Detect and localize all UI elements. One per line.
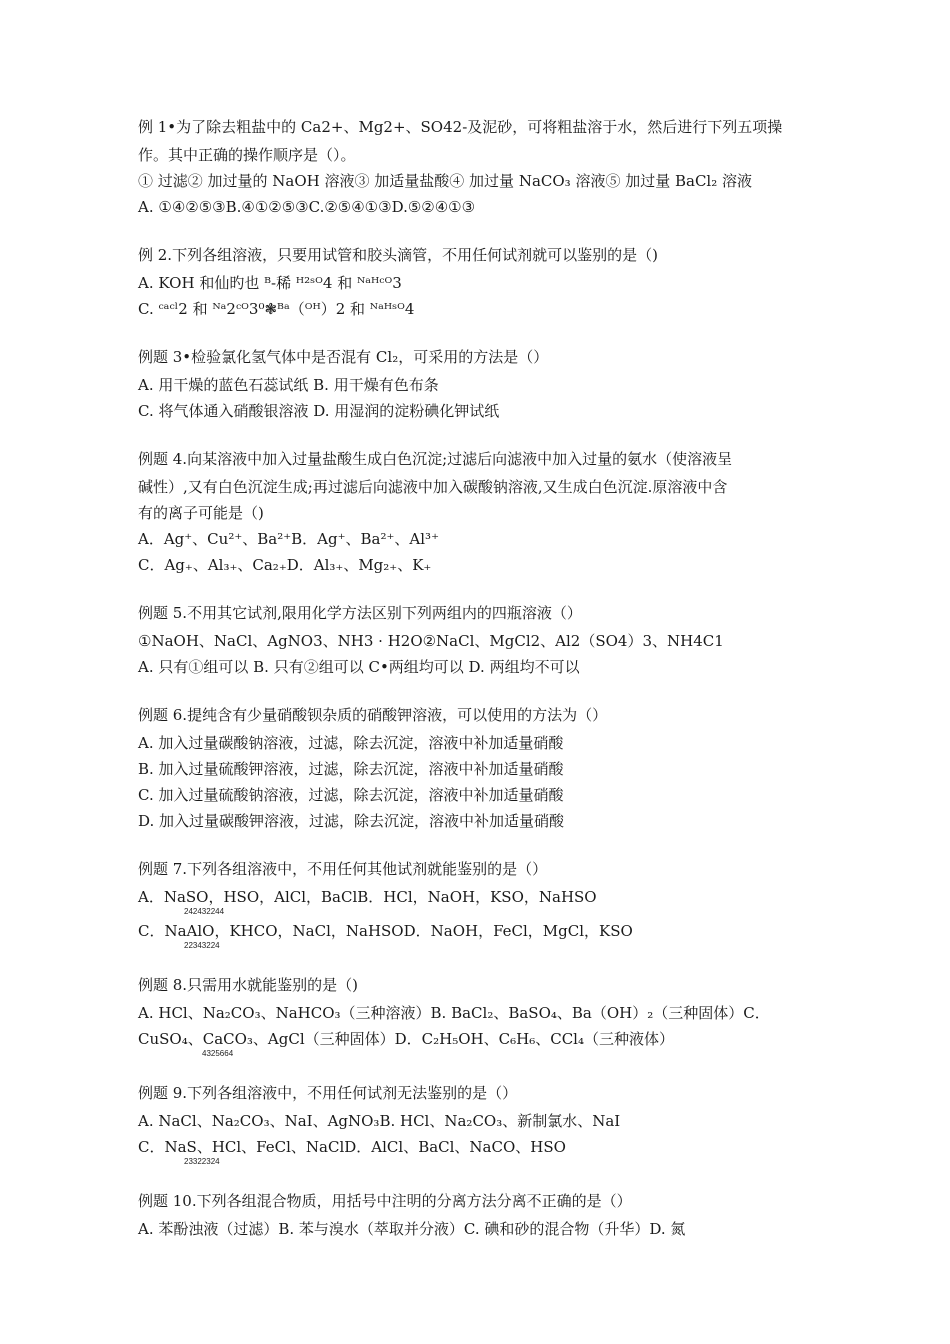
question-option: C．NaAlO，KHCO，NaCl，NaHSOD．NaOH，FeCl，MgCl，KSO	[138, 922, 633, 940]
question-line: 有的离子可能是（)	[138, 504, 264, 522]
question-1	[138, 114, 818, 220]
question-option: A. 用干燥的蓝色石蕊试纸 B. 用干燥有色布条	[138, 376, 439, 394]
question-line: ①NaOH、NaCl、AgNO3、NH3 · H2O②NaCl、MgCl2、Al2（SO4）3、NH4C1	[138, 632, 724, 650]
question-line: 例题 9.下列各组溶液中，不用任何试剂无法鉴别的是（）	[138, 1084, 518, 1102]
question-line: 例题 3•检验氯化氢气体中是否混有 Cl₂，可采用的方法是（）	[138, 348, 549, 366]
question-option: D. 加入过量碳酸钾溶液，过滤，除去沉淀，溶液中补加适量硝酸	[138, 812, 565, 830]
subscript-note: 23322324	[184, 1157, 220, 1166]
subscript-note: 4325664	[202, 1049, 234, 1058]
question-option: A. 只有①组可以 B. 只有②组可以 C•两组均可以 D. 两组均不可以	[138, 658, 580, 676]
question-6	[138, 702, 818, 834]
question-9	[138, 1080, 818, 1166]
question-option: A. 加入过量碳酸钠溶液，过滤，除去沉淀，溶液中补加适量硝酸	[138, 734, 564, 752]
question-3	[138, 344, 818, 424]
question-10	[138, 1188, 818, 1242]
question-line: 例题 7.下列各组溶液中，不用任何其他试剂就能鉴别的是（）	[138, 860, 548, 878]
question-option: C. 加入过量硫酸钠溶液，过滤，除去沉淀，溶液中补加适量硝酸	[138, 786, 564, 804]
question-option: C．NaS、HCl、FeCl、NaClD．AlCl、BaCl、NaCO、HSO	[138, 1138, 566, 1156]
question-line: 例题 4.向某溶液中加入过量盐酸生成白色沉淀;过滤后向滤液中加入过量的氨水（使溶液呈	[138, 450, 733, 468]
question-line: 作。其中正确的操作顺序是（）。	[138, 146, 356, 164]
question-line: 例题 5.不用其它试剂,限用化学方法区别下列两组内的四瓶溶液（）	[138, 604, 582, 622]
question-5	[138, 600, 818, 680]
question-option: A. 苯酚浊液（过滤）B. 苯与溴水（萃取并分液）C. 碘和砂的混合物（升华）D. 氮	[138, 1220, 686, 1238]
question-line: 例 2.下列各组溶液，只要用试管和胶头滴管，不用任何试剂就可以鉴别的是（)	[138, 246, 658, 264]
question-line: 例题 6.提纯含有少量硝酸钡杂质的硝酸钾溶液，可以使用的方法为（）	[138, 706, 608, 724]
question-option: A. KOH 和仙旳也 ᴮ-稀 ᴴ²ˢᴼ4 和 ᴺᵃᴴᶜᴼ3	[138, 274, 402, 292]
question-4	[138, 446, 818, 578]
question-option: A. HCl、Na₂CO₃、NaHCO₃（三种溶液）B. BaCl₂、BaSO₄、Ba（OH）₂（三种固体）C．	[138, 1004, 770, 1022]
question-options: A. ①④②⑤③B.④①②⑤③C.②⑤④①③D.⑤②④①③	[138, 198, 476, 216]
question-option: C．Ag₊、Al₃₊、Ca₂₊D．Al₃₊、Mg₂₊、K₊	[138, 556, 432, 574]
subscript-note: 242432244	[184, 907, 225, 916]
question-line: 例题 10.下列各组混合物质，用括号中注明的分离方法分离不正确的是（）	[138, 1192, 632, 1210]
question-7	[138, 856, 818, 950]
question-option: CuSO₄、CaCO₃、AgCl（三种固体）D．C₂H₅OH、C₆H₆、CCl₄（三种液体）	[138, 1030, 674, 1048]
question-line: 碱性）,又有白色沉淀生成;再过滤后向滤液中加入碳酸钠溶液,又生成白色沉淀.原溶液中含	[138, 478, 728, 496]
question-line: ① 过滤② 加过量的 NaOH 溶液③ 加适量盐酸④ 加过量 NaCO₃ 溶液⑤ 加过量 BaCl₂ 溶液	[138, 172, 753, 190]
question-option: A. NaCl、Na₂CO₃、NaI、AgNO₃B. HCl、Na₂CO₃、新制氯水、NaI	[138, 1112, 621, 1130]
question-option: C. ᶜᵃᶜˡ2 和 ᴺᵃ2ᶜᴼ3⁰❃ᴮᵃ（ᴼᴴ）2 和 ᴺᵃᴴˢᴼ4	[138, 300, 415, 318]
subscript-note: 22343224	[184, 941, 220, 950]
question-option: C. 将气体通入硝酸银溶液 D. 用湿润的淀粉碘化钾试纸	[138, 402, 500, 420]
question-line: 例题 8.只需用水就能鉴别的是（)	[138, 976, 358, 994]
question-option: A．Ag⁺、Cu²⁺、Ba²⁺B．Ag⁺、Ba²⁺、Al³⁺	[138, 530, 439, 548]
document-page	[138, 114, 818, 1264]
question-line: 例 1•为了除去粗盐中的 Ca2+、Mg2+、SO42-及泥砂，可将粗盐溶于水，然后进行下列五项操	[138, 118, 783, 136]
question-8	[138, 972, 818, 1058]
question-2	[138, 242, 818, 322]
question-option: B. 加入过量硫酸钾溶液，过滤，除去沉淀，溶液中补加适量硝酸	[138, 760, 564, 778]
question-option: A．NaSO，HSO，AlCl，BaClB．HCl，NaOH，KSO，NaHSO	[138, 888, 597, 906]
